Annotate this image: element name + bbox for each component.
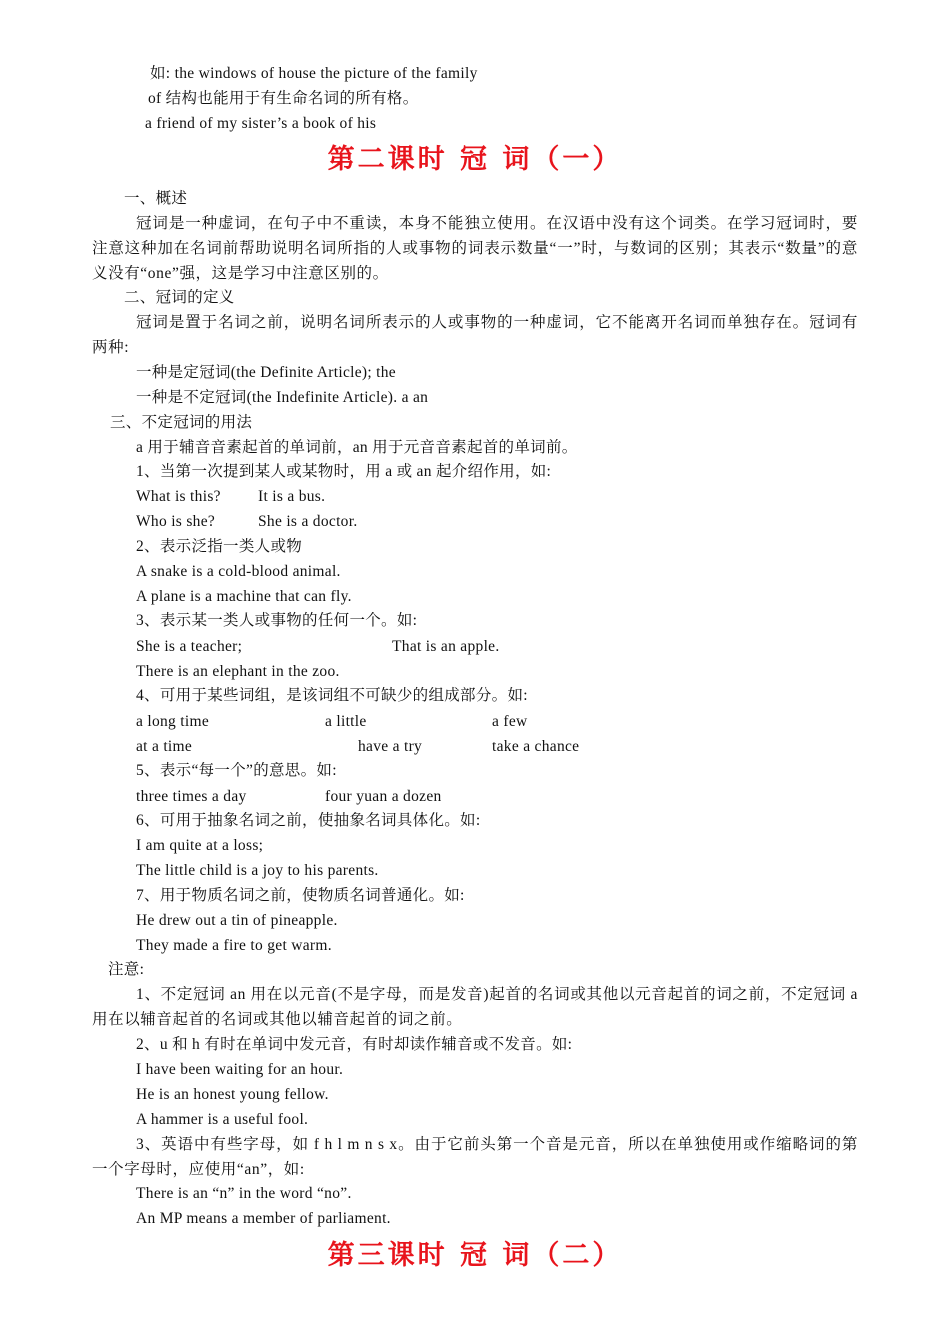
paragraph: 冠词是置于名词之前，说明名词所表示的人或事物的一种虚词，它不能离开名词而单独存在。冠词有两种: xyxy=(92,314,858,356)
phrase: at a time xyxy=(136,738,193,755)
phrase: a few xyxy=(492,713,528,730)
example-text: I have been waiting for an hour. xyxy=(136,1061,344,1078)
text-line: a 用于辅音音素起首的单词前，an 用于元音音素起首的单词前。 xyxy=(136,439,578,456)
example-text: She is a doctor. xyxy=(258,513,358,530)
example-text: I am quite at a loss; xyxy=(136,837,264,854)
text-line: of 结构也能用于有生命名词的所有格。 xyxy=(148,90,419,107)
example-text: An MP means a member of parliament. xyxy=(136,1210,391,1227)
text-line: 3、表示某一类人或事物的任何一个。如: xyxy=(136,612,418,629)
text-line: 5、表示“每一个”的意思。如: xyxy=(136,762,337,779)
paragraph: 3、英语中有些字母，如 f h l m n s x。由于它前头第一个音是元音，所以在单独使用或作缩略词的第一个字母时，应使用“an”，如: xyxy=(92,1136,858,1178)
example-text: There is an “n” in the word “no”. xyxy=(136,1185,352,1202)
text-line: 4、可用于某些词组，是该词组不可缺少的组成部分。如: xyxy=(136,687,528,704)
text-line: 7、用于物质名词之前，使物质名词普通化。如: xyxy=(136,887,465,904)
text-line: 1、当第一次提到某人或某物时，用 a 或 an 起介绍作用，如: xyxy=(136,463,552,480)
phrase: three times a day xyxy=(136,788,247,805)
example-text: A snake is a cold-blood animal. xyxy=(136,563,341,580)
lesson-title: 第二课时 冠 词（一） xyxy=(327,144,623,175)
example-text: They made a fire to get warm. xyxy=(136,937,332,954)
text-line: a friend of my sister’s a book of his xyxy=(145,115,377,132)
example-text: She is a teacher; xyxy=(136,638,243,655)
text-line: 如: the windows of house the picture of the family xyxy=(150,65,478,82)
phrase: four yuan a dozen xyxy=(325,788,442,805)
example-text: He drew out a tin of pineapple. xyxy=(136,912,338,929)
note-heading: 注意: xyxy=(108,961,145,978)
example-text: A hammer is a useful fool. xyxy=(136,1111,309,1128)
example-text: That is an apple. xyxy=(392,638,500,655)
example-text: What is this? xyxy=(136,488,221,505)
phrase: take a chance xyxy=(492,738,580,755)
example-text: The little child is a joy to his parents. xyxy=(136,862,379,879)
text-line: 2、u 和 h 有时在单词中发元音，有时却读作辅音或不发音。如: xyxy=(136,1036,573,1053)
example-text: He is an honest young fellow. xyxy=(136,1086,329,1103)
example-text: It is a bus. xyxy=(258,488,326,505)
example-text: A plane is a machine that can fly. xyxy=(136,588,352,605)
example-text: Who is she? xyxy=(136,513,216,530)
text-line: 一种是不定冠词(the Indefinite Article). a an xyxy=(136,389,429,406)
text-line: 2、表示泛指一类人或物 xyxy=(136,538,303,555)
text-line: 一种是定冠词(the Definite Article); the xyxy=(136,364,396,381)
paragraph: 冠词是一种虚词，在句子中不重读，本身不能独立使用。在汉语中没有这个词类。在学习冠词时，要注意这种加在名词前帮助说明名词所指的人或事物的词表示数量“一”时，与数词的区别；其表示“数量”的意义没有“one”强，这是学习中注意区别的。 xyxy=(92,215,858,282)
example-text: There is an elephant in the zoo. xyxy=(136,663,340,680)
section-heading: 一、概述 xyxy=(124,190,188,207)
phrase: a long time xyxy=(136,713,210,730)
section-heading: 二、冠词的定义 xyxy=(124,289,235,306)
paragraph: 1、不定冠词 an 用在以元音(不是字母，而是发音)起首的名词或其他以元音起首的词之前，不定冠词 a 用在以辅音起首的名词或其他以辅音起首的词之前。 xyxy=(92,986,858,1028)
section-heading: 三、不定冠词的用法 xyxy=(110,414,253,431)
text-line: 6、可用于抽象名词之前，使抽象名词具体化。如: xyxy=(136,812,481,829)
phrase: have a try xyxy=(358,738,423,755)
phrase: a little xyxy=(325,713,367,730)
lesson-title: 第三课时 冠 词（二） xyxy=(327,1240,623,1271)
